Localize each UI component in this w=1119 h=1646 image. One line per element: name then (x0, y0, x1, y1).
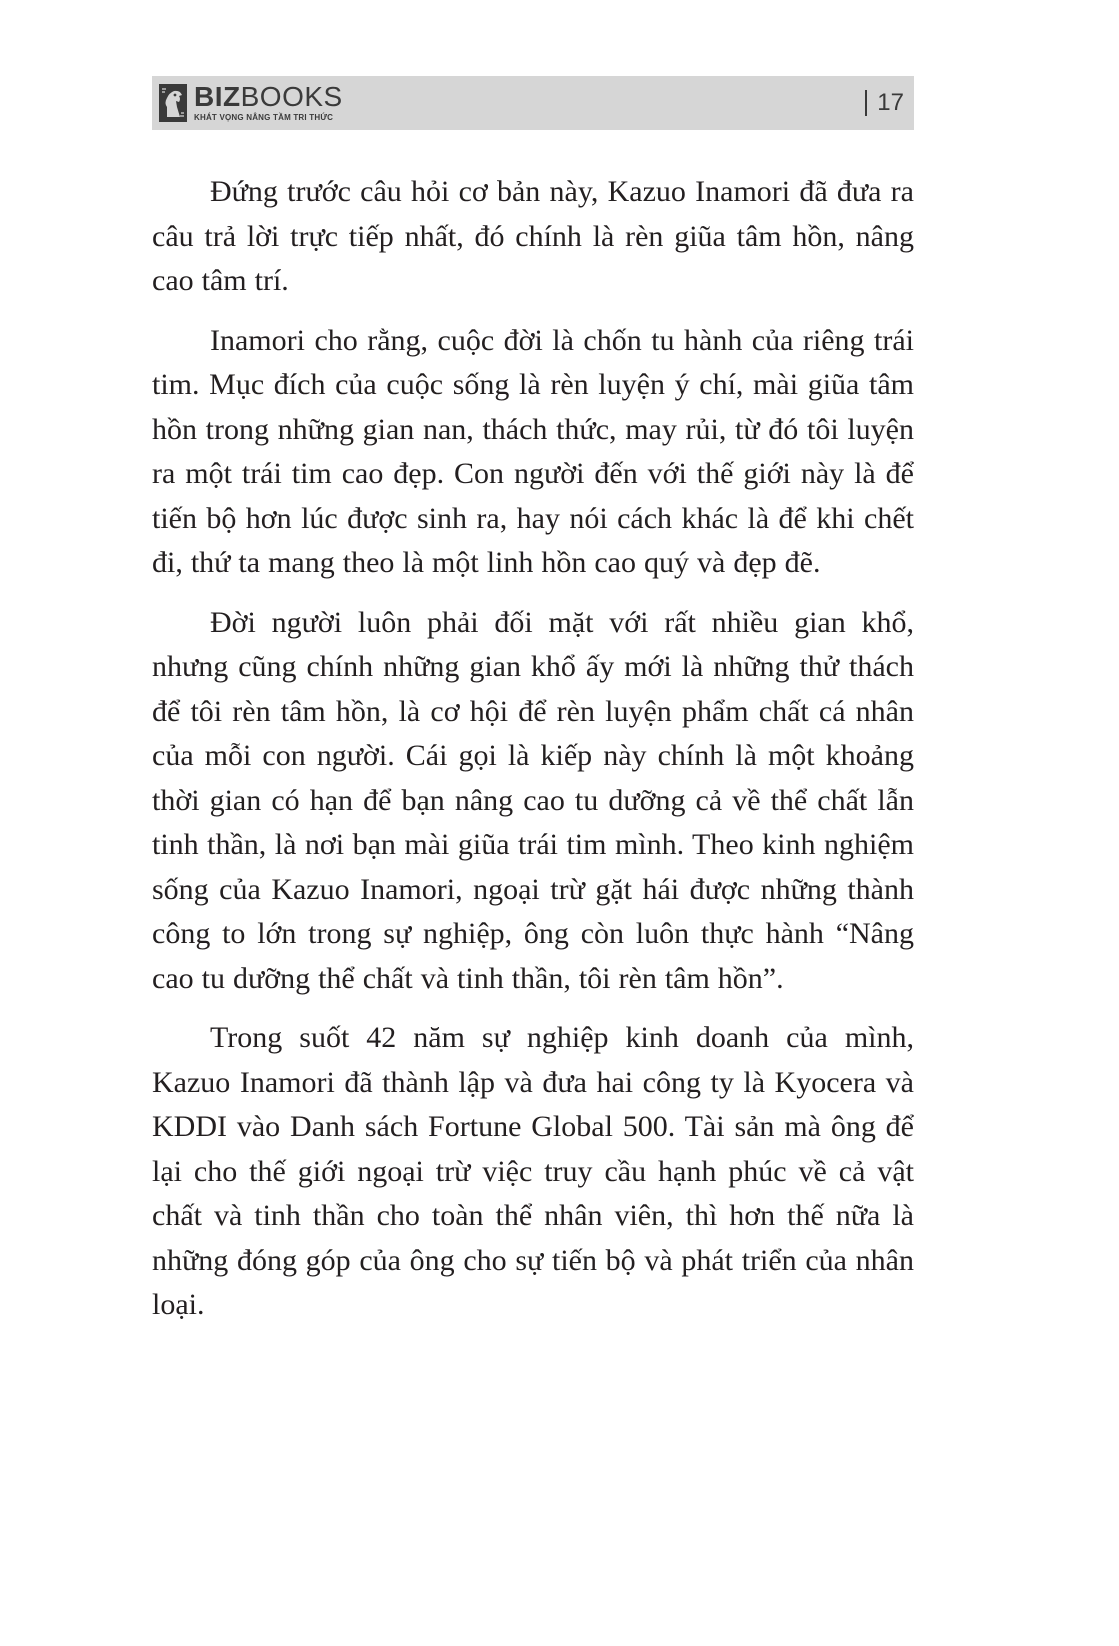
paragraph: Inamori cho rằng, cuộc đời là chốn tu hành của riêng trái tim. Mục đích của cuộc sống là rèn luyện ý chí, mài giũa tâm hồn trong những gian nan, thách thức, may rủi, từ đó tôi luyện ra một trái tim cao đẹp. Con người đến với thế giới này là để tiến bộ hơn lúc được sinh ra, hay nói cách khác là để khi chết đi, thứ ta mang theo là một linh hồn cao quý và đẹp đẽ. (152, 323, 914, 579)
brand-tagline: KHÁT VỌNG NÂNG TẦM TRI THỨC (194, 113, 334, 122)
logo-wordmark (194, 83, 343, 123)
brand-name-bold: BIZ (194, 81, 241, 112)
publisher-logo (158, 80, 343, 126)
paragraph: Đứng trước câu hỏi cơ bản này, Kazuo Inamori đã đưa ra câu trả lời trực tiếp nhất, đó chính là rèn giũa tâm hồn, nâng cao tâm trí. (152, 175, 914, 297)
page-number: 17 (877, 89, 904, 116)
paragraph: Trong suốt 42 năm sự nghiệp kinh doanh của mình, Kazuo Inamori đã thành lập và đưa hai công ty là Kyocera và KDDI vào Danh sách Fortune Global 500. Tài sản mà ông để lại cho thế giới ngoại trừ việc truy cầu hạnh phúc về cả vật chất và tinh thần cho toàn thể nhân viên, thì hơn thế nữa là những đóng góp của ông cho sự tiến bộ và phát triển của nhân loại. (152, 1021, 914, 1321)
body-text (152, 170, 914, 1343)
paragraph: Đời người luôn phải đối mặt với rất nhiều gian khổ, nhưng cũng chính những gian khổ ấy mới là những thử thách để tôi rèn tâm hồn, là cơ hội để rèn luyện phẩm chất cá nhân của mỗi con người. Cái gọi là kiếp này chính là một khoảng thời gian có hạn để bạn nâng cao tu dưỡng cả về thể chất lẫn tinh thần, là nơi bạn mài giũa trái tim mình. Theo kinh nghiệm sống của Kazuo Inamori, ngoại trừ gặt hái được những thành công to lớn trong sự nghiệp, ông còn luôn thực hành “Nâng cao tu dưỡng thể chất và tinh thần, tôi rèn tâm hồn”. (152, 605, 914, 995)
brand-name (194, 83, 343, 111)
page-number-block (865, 89, 904, 117)
brand-name-regular: BOOKS (240, 81, 343, 112)
running-header (152, 76, 914, 130)
knight-emblem-icon (158, 83, 188, 123)
page-number-divider (865, 90, 867, 116)
